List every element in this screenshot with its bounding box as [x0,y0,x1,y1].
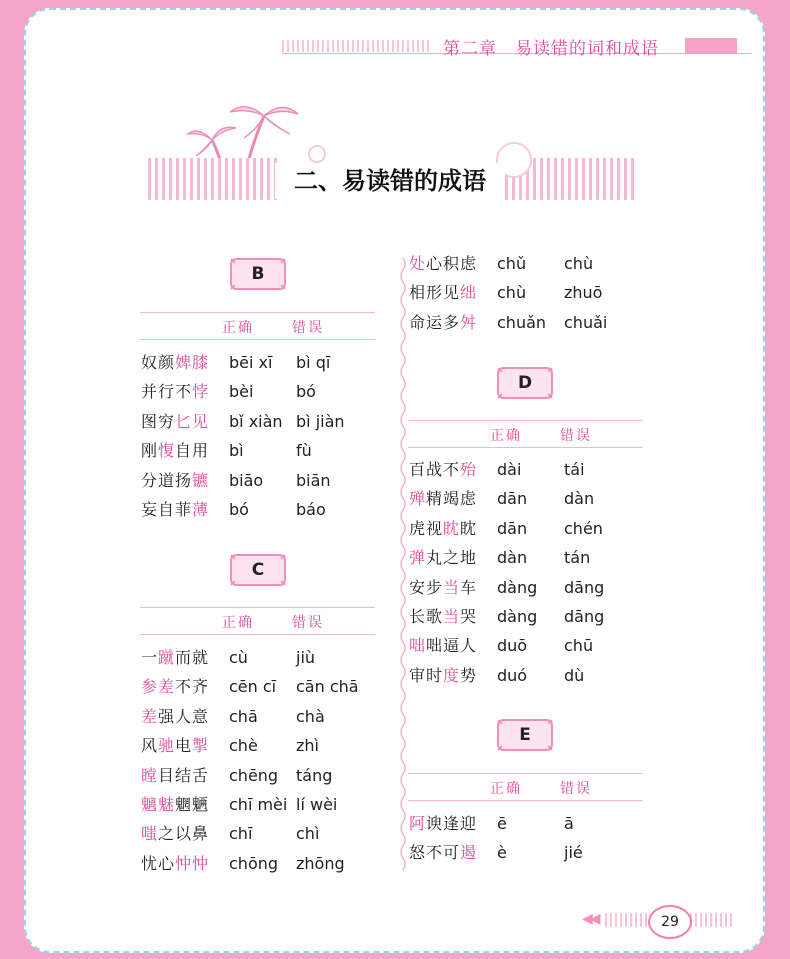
idiom-highlight: 魑魅 [141,795,176,814]
idiom-highlight: 阿 [409,814,427,833]
idiom-highlight: 差 [141,706,159,726]
wrong-pinyin: tái [564,460,585,479]
idiom-highlight: 弹 [409,548,427,568]
correct-pinyin: bēi xī [229,353,273,372]
idiom-text [141,379,209,405]
idiom-highlight: 愎 [158,441,176,461]
idiom-part: 咄逼人 [426,636,478,656]
correct-pinyin: biāo [229,470,264,490]
wrong-pinyin: chì [296,824,320,844]
idiom-row [409,457,649,483]
idiom-highlight: 悖 [192,382,210,402]
wrong-pinyin: chén [564,518,603,538]
column-header-correct: 正确 [222,615,254,631]
wrong-pinyin: chù [564,254,594,273]
letter-badge [496,718,554,752]
idiom-highlight: 殚 [409,489,427,509]
letter-badge [496,366,554,400]
correct-pinyin: chuǎn [497,312,547,332]
wrong-pinyin: dāng [564,577,605,597]
idiom-text [409,545,477,571]
correct-pinyin: chī [229,824,253,844]
idiom-highlight: 嗤 [141,824,159,844]
idiom-highlight: 蹴 [158,648,176,667]
correct-pinyin: duō [497,636,528,656]
idiom-part: 不齐 [175,677,210,697]
idiom-highlight: 镳 [192,470,210,490]
footer-stripes [605,913,647,927]
wrong-pinyin: chū [564,636,594,656]
wrong-pinyin: lí wèi [296,795,338,814]
correct-pinyin: chōng [229,853,279,873]
letter-badge [229,257,287,291]
chapter-title: 第二章 易读错的词和成语 [443,39,659,59]
idiom-part: 图穷 [141,411,176,431]
idiom-text [409,486,477,512]
correct-pinyin: bǐ xiàn [229,411,283,431]
idiom-highlight: 殆 [460,460,478,479]
idiom-text [409,516,477,542]
idiom-part: 魍魉 [175,795,210,814]
idiom-highlight: 驰 [158,736,176,756]
idiom-text [141,763,209,789]
wrong-pinyin: fù [296,441,312,461]
idiom-text [141,438,209,464]
idiom-part: 百战不 [409,460,461,479]
idiom-text [409,280,477,306]
idiom-row [141,821,381,847]
idiom-row [409,310,649,336]
idiom-row [409,633,649,659]
idiom-text [141,350,209,376]
idiom-part: 风 [141,736,159,756]
column-header-wrong: 错误 [560,781,592,797]
idiom-row [409,545,649,571]
idiom-part: 谀逢迎 [426,814,478,833]
column-header [140,607,375,635]
wrong-pinyin: biān [296,470,331,490]
correct-pinyin: ē [497,814,507,833]
header-accent-block [685,38,737,54]
idiom-row [141,497,381,523]
idiom-part: 忧心 [141,853,176,873]
idiom-row [141,763,381,789]
idiom-row [141,438,381,464]
idiom-text [141,704,209,730]
idiom-row [141,851,381,877]
idiom-text [141,821,209,847]
idiom-text [409,604,477,630]
correct-pinyin: dài [497,460,522,479]
idiom-row [141,409,381,435]
idiom-row [409,486,649,512]
correct-pinyin: dān [497,518,528,538]
wrong-pinyin: bì jiàn [296,411,345,431]
idiom-part: 一 [141,648,159,667]
idiom-part: 精竭虑 [426,489,478,509]
idiom-highlight: 处 [409,254,427,273]
correct-pinyin: dàng [497,577,538,597]
idiom-part: 妄自菲 [141,500,193,519]
idiom-row [409,280,649,306]
column-header-correct: 正确 [490,428,522,444]
header-stripes [282,40,432,52]
correct-pinyin: bì [229,441,244,461]
correct-pinyin: dān [497,489,528,509]
idiom-part: 自用 [175,441,210,461]
idiom-row [141,733,381,759]
correct-pinyin: chēng [229,765,279,785]
wrong-pinyin: dàn [564,489,595,509]
letter-badge-label: C [251,560,265,580]
idiom-row [141,379,381,405]
correct-pinyin: dàn [497,548,528,568]
idiom-row [409,575,649,601]
correct-pinyin: è [497,843,507,863]
letter-badge-label: B [251,264,265,284]
idiom-text [409,633,477,659]
idiom-highlight: 参差 [141,677,176,697]
correct-pinyin: duó [497,665,528,685]
idiom-part: 而就 [175,648,210,667]
idiom-part: 虎视 [409,518,444,538]
idiom-part: 电 [175,736,193,756]
idiom-row [409,811,649,837]
idiom-text [141,733,209,759]
idiom-text [141,497,209,523]
idiom-part: 并行不 [141,382,193,402]
idiom-highlight: 掣 [192,736,210,756]
wrong-pinyin: chuǎi [564,312,608,332]
idiom-part: 目结舌 [158,765,210,785]
idiom-highlight: 忡忡 [175,853,210,873]
idiom-highlight: 遏 [460,843,478,863]
wrong-pinyin: zhōng [296,853,345,873]
page [24,8,765,953]
wrong-pinyin: bì qī [296,353,331,372]
idiom-row [409,840,649,866]
idiom-part: 刚 [141,441,159,461]
idiom-part: 车 [460,577,478,597]
column-header-wrong: 错误 [292,615,324,631]
idiom-text [141,674,209,700]
idiom-row [141,704,381,730]
idiom-highlight: 婢膝 [175,353,210,372]
idiom-text [141,851,209,877]
idiom-part: 审时 [409,665,444,685]
column-header-wrong: 错误 [292,320,324,336]
column-header [408,420,643,448]
idiom-part: 强人意 [158,706,210,726]
correct-pinyin: dàng [497,607,538,626]
idiom-text [409,840,477,866]
idiom-text [409,310,477,336]
correct-pinyin: chǔ [497,254,527,273]
idiom-part: 丸之地 [426,548,478,568]
idiom-part: 之以鼻 [158,824,210,844]
correct-pinyin: bó [229,500,249,519]
wrong-pinyin: jié [564,843,583,863]
idiom-part: 长歌 [409,607,444,626]
idiom-text [409,575,477,601]
page-number: 29 [648,905,692,939]
idiom-highlight: 匕见 [175,411,210,431]
idiom-row [141,792,381,818]
bubble-decoration [308,145,326,163]
wrong-pinyin: dāng [564,607,605,626]
idiom-row [141,350,381,376]
idiom-text [409,663,477,689]
correct-pinyin: chè [229,736,258,756]
correct-pinyin: cēn cī [229,677,277,697]
correct-pinyin: chī mèi [229,795,288,814]
idiom-highlight: 当 [443,577,461,597]
wrong-pinyin: báo [296,500,326,519]
idiom-part: 怒不可 [409,843,461,863]
section-title: 二、易读错的成语 [275,163,505,199]
column-header-correct: 正确 [490,781,522,797]
wrong-pinyin: zhuō [564,283,603,303]
idiom-highlight: 眈 [443,518,461,538]
column-divider [398,258,408,878]
idiom-row [141,645,381,671]
idiom-part: 心积虑 [426,254,478,273]
back-arrows-icon: ◀◀ [582,911,598,927]
idiom-text [141,792,209,818]
wrong-pinyin: chà [296,706,325,726]
wrong-pinyin: dù [564,665,585,685]
banner-stripes-left [148,158,278,200]
idiom-highlight: 度 [443,665,461,685]
wrong-pinyin: cān chā [296,677,359,697]
idiom-part: 相形见 [409,283,461,303]
column-header-wrong: 错误 [560,428,592,444]
idiom-part: 奴颜 [141,353,176,372]
wrong-pinyin: táng [296,765,333,785]
idiom-text [409,251,477,277]
idiom-text [409,811,477,837]
column-header-correct: 正确 [222,320,254,336]
idiom-part: 势 [460,665,478,685]
idiom-text [141,468,209,494]
wrong-pinyin: tán [564,548,591,568]
idiom-highlight: 当 [443,607,461,626]
correct-pinyin: chù [497,283,527,303]
idiom-part: 命运多 [409,312,461,332]
letter-badge-label: E [519,725,531,745]
correct-pinyin: chā [229,706,258,726]
idiom-row [409,663,649,689]
wrong-pinyin: bó [296,382,316,402]
idiom-row [141,468,381,494]
idiom-highlight: 瞠 [141,765,159,785]
idiom-highlight: 舛 [460,312,478,332]
correct-pinyin: cù [229,648,248,667]
wrong-pinyin: ā [564,814,574,833]
idiom-part: 哭 [460,607,478,626]
idiom-highlight: 咄 [409,636,427,656]
idiom-part: 分道扬 [141,470,193,490]
column-header [408,773,643,801]
idiom-highlight: 绌 [460,283,478,303]
idiom-row [409,604,649,630]
idiom-row [141,674,381,700]
column-header [140,312,375,340]
letter-badge [229,553,287,587]
correct-pinyin: bèi [229,382,254,402]
idiom-highlight: 薄 [192,500,210,519]
wrong-pinyin: jiù [296,648,316,667]
idiom-text [141,409,209,435]
letter-badge-label: D [517,373,533,393]
idiom-part: 眈 [460,518,478,538]
idiom-text [409,457,477,483]
idiom-row [409,251,649,277]
idiom-row [409,516,649,542]
wrong-pinyin: zhì [296,736,319,756]
idiom-part: 安步 [409,577,444,597]
idiom-text [141,645,209,671]
footer-stripes [690,913,735,927]
